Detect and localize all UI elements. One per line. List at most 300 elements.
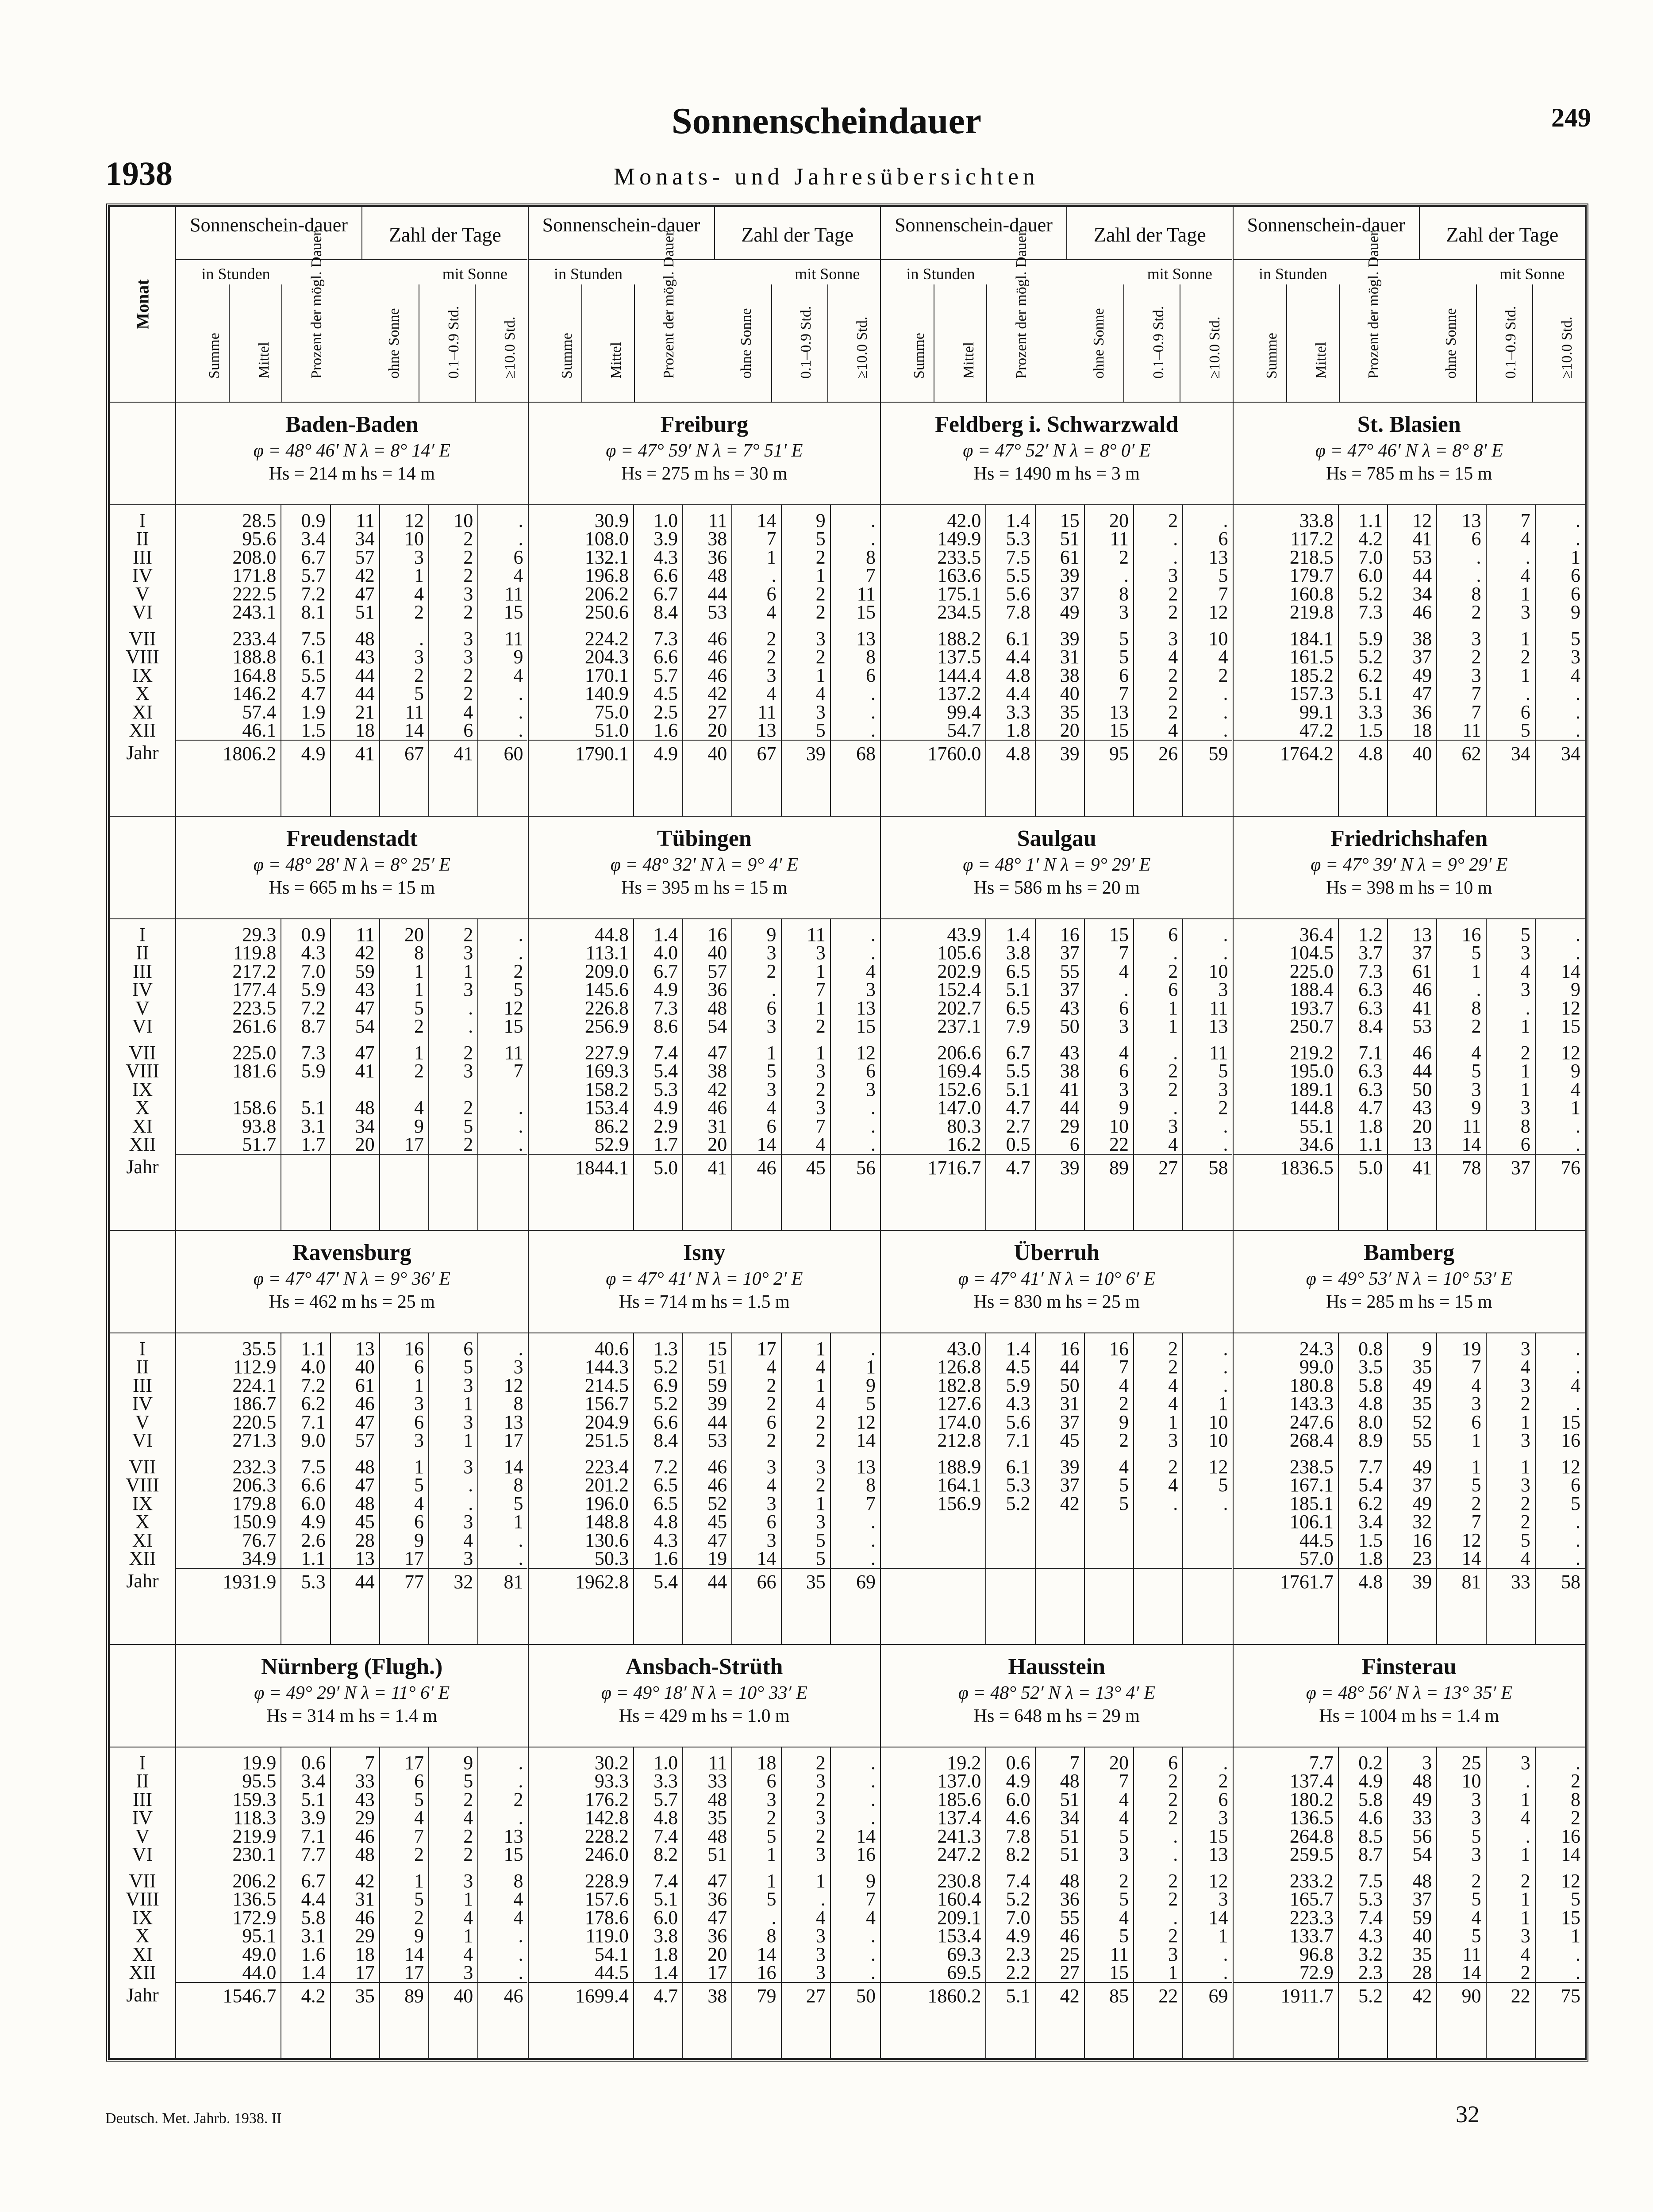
station-coordinates: φ = 49° 29′ N λ = 11° 6′ E <box>254 1682 450 1703</box>
value-cell: 4 <box>865 960 876 982</box>
value-cell: 4.9 <box>1358 1770 1383 1792</box>
value-cell: 2.2 <box>1006 1962 1030 1984</box>
value-cell: 1 <box>815 1870 826 1892</box>
value-cell: 15 <box>1561 1015 1580 1037</box>
value-cell: 3 <box>815 627 826 649</box>
value-cell: 6.3 <box>1358 1060 1383 1082</box>
value-cell: 57 <box>707 960 727 982</box>
value-cell: 4 <box>513 565 523 587</box>
value-cell: 11 <box>1110 1943 1129 1965</box>
value-cell: 5 <box>414 1474 424 1496</box>
value-cell: 3 <box>513 1356 523 1378</box>
value-cell: 10 <box>1461 1770 1481 1792</box>
jahr-cell: 26 <box>1134 740 1182 767</box>
jahr-cell: 45 <box>782 1154 830 1181</box>
value-cell: 12 <box>856 1411 876 1433</box>
value-cell: 1.6 <box>301 1943 326 1965</box>
month-label: VIII <box>126 1888 159 1910</box>
month-label: I <box>139 509 146 531</box>
month-spacer <box>109 816 176 919</box>
jahr-cell: 81 <box>478 1568 527 1595</box>
value-cell: 51 <box>1060 1788 1080 1810</box>
value-cell: 53 <box>1412 1015 1432 1037</box>
value-cell: 11 <box>504 1041 523 1064</box>
value-cell: 44.0 <box>242 1962 277 1984</box>
value-cell: 35 <box>707 1807 727 1829</box>
value-cell: 9 <box>414 1925 424 1947</box>
value-cell: 6.6 <box>654 1411 678 1433</box>
value-cell: 14 <box>1461 1962 1481 1984</box>
value-cell: 5 <box>815 1529 826 1551</box>
value-cell: 4.0 <box>654 942 678 964</box>
value-cell: 3 <box>414 546 424 568</box>
station-name: Nürnberg (Flugh.) <box>261 1654 443 1679</box>
station-height: Hs = 714 m hs = 1.5 m <box>619 1291 790 1312</box>
value-cell: 54.7 <box>947 719 981 741</box>
value-cell: . <box>1173 1906 1178 1928</box>
value-cell: 35 <box>1412 1393 1432 1415</box>
value-cell: 39 <box>707 1393 727 1415</box>
value-cell: 2 <box>463 1133 473 1156</box>
value-cell: . <box>518 1751 523 1774</box>
value-cell: 36 <box>707 1888 727 1910</box>
value-cell: 4 <box>1119 1807 1129 1829</box>
value-cell: 5 <box>1471 1825 1481 1847</box>
jahr-cell: 67 <box>732 740 780 767</box>
value-cell: 49 <box>1412 1455 1432 1478</box>
value-cell <box>1085 1549 1129 1568</box>
value-cell: 8 <box>865 1474 876 1496</box>
value-cell: 46 <box>707 1474 727 1496</box>
value-cell: 6.1 <box>1006 627 1030 649</box>
value-cell: 6 <box>1069 1133 1080 1156</box>
value-cell: 1 <box>1520 1888 1530 1910</box>
value-cell: 3 <box>463 979 473 1001</box>
value-cell: 14 <box>1208 1906 1228 1928</box>
value-cell: 119.8 <box>233 942 277 964</box>
value-cell: 2 <box>463 1097 473 1119</box>
value-cell: 20 <box>707 719 727 741</box>
station-coordinates: φ = 47° 47′ N λ = 9° 36′ E <box>253 1268 450 1289</box>
value-cell: . <box>1575 509 1580 531</box>
jahr-cell: 85 <box>1085 1982 1133 2009</box>
value-cell: 31 <box>707 1115 727 1137</box>
value-cell: 3 <box>1218 1078 1228 1100</box>
value-cell: 69.3 <box>947 1943 981 1965</box>
jahr-cell: 1911.7 <box>1234 1982 1338 2009</box>
value-cell: 9 <box>414 1115 424 1137</box>
value-cell: 13 <box>355 1548 375 1570</box>
value-cell: 7 <box>1069 1751 1080 1774</box>
value-cell: 27 <box>707 701 727 723</box>
value-cell: 46.1 <box>242 719 277 741</box>
value-cell: 46 <box>1060 1925 1080 1947</box>
value-cell: 4 <box>414 1807 424 1829</box>
value-cell <box>1085 1531 1129 1550</box>
value-cell: . <box>870 1097 876 1119</box>
value-cell: 3.3 <box>654 1770 678 1792</box>
value-cell: 5 <box>414 1888 424 1910</box>
value-cell: 5.1 <box>301 1788 326 1810</box>
jahr-cell: 1760.0 <box>881 740 985 767</box>
value-cell: 1 <box>1168 1015 1178 1037</box>
value-cell: . <box>1223 1751 1228 1774</box>
value-cell: 3 <box>815 1770 826 1792</box>
value-cell: 35.5 <box>242 1337 277 1359</box>
value-cell: 6 <box>1471 528 1481 550</box>
station-data <box>880 1747 1233 2058</box>
h-ohne: ohne Sonne <box>738 308 755 379</box>
month-label: X <box>135 1097 150 1119</box>
value-cell: 17 <box>355 1962 375 1984</box>
value-cell: 46 <box>707 646 727 668</box>
value-cell: 7 <box>1471 683 1481 705</box>
value-cell: 2 <box>1168 1888 1178 1910</box>
value-cell: 6.2 <box>301 1393 326 1415</box>
value-cell: 44.5 <box>1299 1529 1334 1551</box>
value-cell: . <box>1575 1511 1580 1533</box>
value-cell: 144.3 <box>584 1356 629 1378</box>
value-cell: . <box>870 1943 876 1965</box>
value-cell: 4.4 <box>1006 646 1030 668</box>
value-cell: 1 <box>1520 627 1530 649</box>
value-cell: 201.2 <box>584 1474 629 1496</box>
station-height: Hs = 314 m hs = 1.4 m <box>266 1705 438 1726</box>
value-cell: 7.1 <box>301 1411 326 1433</box>
mit-sonne-label: mit Sonne <box>442 265 507 283</box>
jahr-cell: 4.2 <box>281 1982 330 2009</box>
value-cell: 95.1 <box>242 1925 277 1947</box>
value-cell: 149.9 <box>937 528 981 550</box>
value-cell: 1 <box>1520 1060 1530 1082</box>
value-cell: 2 <box>463 1825 473 1847</box>
value-cell: 1 <box>1520 664 1530 686</box>
value-cell: 227.9 <box>584 1041 629 1064</box>
h-ohne: ohne Sonne <box>385 308 402 379</box>
value-cell <box>281 1080 325 1099</box>
value-cell: 223.5 <box>232 997 277 1019</box>
jahr-cell: 62 <box>1437 740 1485 767</box>
value-cell: 6 <box>1570 1474 1580 1496</box>
value-cell: 5.7 <box>654 1788 678 1810</box>
value-cell: 186.7 <box>232 1393 277 1415</box>
value-cell: 4.8 <box>1006 664 1030 686</box>
value-cell: 206.6 <box>937 1041 981 1064</box>
value-cell: 48 <box>355 1843 375 1866</box>
value-cell: 13 <box>504 1411 523 1433</box>
value-cell: 2.9 <box>654 1115 678 1137</box>
value-cell: 179.8 <box>232 1492 277 1514</box>
value-cell: 2.6 <box>301 1529 326 1551</box>
value-cell: 2 <box>815 1411 826 1433</box>
in-stunden-label: in Stunden <box>201 265 270 283</box>
value-cell: 54 <box>355 1015 375 1037</box>
value-cell: 6 <box>1570 565 1580 587</box>
value-cell: 9 <box>865 1870 876 1892</box>
station-name: Tübingen <box>657 826 752 851</box>
value-cell: 5 <box>815 719 826 741</box>
value-cell: 3.5 <box>1358 1356 1383 1378</box>
value-cell: 5 <box>1218 1474 1228 1496</box>
jahr-cell: 5.3 <box>281 1568 330 1595</box>
value-cell: 1.4 <box>654 1962 678 1984</box>
value-cell: 3 <box>1168 1943 1178 1965</box>
value-cell: 35 <box>1060 701 1080 723</box>
value-cell: 44 <box>355 664 375 686</box>
value-cell: 3 <box>766 1529 777 1551</box>
value-cell: 2 <box>1168 1078 1178 1100</box>
value-cell: . <box>870 528 876 550</box>
jahr-cell <box>986 1568 1034 1595</box>
jahr-cell: 58 <box>1536 1568 1585 1595</box>
station-header <box>880 1230 1233 1333</box>
value-cell: 4 <box>1520 1807 1530 1829</box>
value-cell: 11 <box>356 923 375 945</box>
value-cell: . <box>1575 1548 1580 1570</box>
value-cell: 6 <box>463 1337 473 1359</box>
value-cell: 202.9 <box>937 960 981 982</box>
station-header <box>176 402 528 505</box>
value-cell: 7.1 <box>1358 1041 1383 1064</box>
value-cell: 6 <box>1119 997 1129 1019</box>
value-cell: 188.8 <box>232 646 277 668</box>
value-cell: 5.2 <box>1006 1888 1030 1910</box>
value-cell: 9 <box>815 509 826 531</box>
station-data <box>1233 1333 1586 1644</box>
value-cell: 3 <box>1471 1393 1481 1415</box>
jahr-cell: 59 <box>1183 740 1232 767</box>
value-cell: 1.9 <box>301 701 326 723</box>
value-cell: 3 <box>1520 1751 1530 1774</box>
value-cell: 2 <box>1471 646 1481 668</box>
value-cell: 44 <box>1060 1356 1080 1378</box>
value-cell: 5 <box>513 1492 523 1514</box>
station-data <box>1233 1747 1586 2058</box>
month-column <box>109 919 176 1230</box>
value-cell: 3.4 <box>301 528 326 550</box>
jahr-cell: 95 <box>1085 740 1133 767</box>
value-cell: 47.2 <box>1299 719 1334 741</box>
value-cell: 7.5 <box>301 627 326 649</box>
jahr-cell: 46 <box>478 1982 527 2009</box>
value-cell: 19.9 <box>242 1751 277 1774</box>
value-cell: 1 <box>815 1492 826 1514</box>
month-spacer <box>109 402 176 505</box>
jahr-cell: 77 <box>380 1568 428 1595</box>
value-cell: 161.5 <box>1289 646 1334 668</box>
value-cell: 127.6 <box>937 1393 981 1415</box>
value-cell: 16.2 <box>947 1133 981 1156</box>
value-cell: 49 <box>1412 1492 1432 1514</box>
jahr-cell: 1860.2 <box>881 1982 985 2009</box>
value-cell: . <box>518 509 523 531</box>
h-mittel: Mittel <box>1313 342 1330 379</box>
value-cell: 7 <box>414 1825 424 1847</box>
value-cell: . <box>1223 1943 1228 1965</box>
jahr-cell: 1699.4 <box>529 1982 633 2009</box>
station-header <box>528 1644 881 1747</box>
station-data <box>176 919 528 1230</box>
value-cell: 180.2 <box>1289 1788 1334 1810</box>
h-ohne: ohne Sonne <box>1090 308 1107 379</box>
value-cell: 15 <box>1060 509 1080 531</box>
value-cell: 230.8 <box>937 1870 981 1892</box>
value-cell: 8.4 <box>654 601 678 623</box>
value-cell: 14 <box>404 1943 424 1965</box>
value-cell: 47 <box>355 583 375 605</box>
value-cell: . <box>1575 701 1580 723</box>
value-cell: 4 <box>1520 565 1530 587</box>
value-cell: 3.9 <box>654 528 678 550</box>
station-height: Hs = 275 m hs = 30 m <box>621 463 788 484</box>
jahr-cell <box>331 1154 379 1181</box>
sonnenschein-header: Sonnenschein-dauer <box>176 207 362 260</box>
value-cell: 7.0 <box>301 960 326 982</box>
value-cell <box>478 1080 523 1099</box>
value-cell: 7.4 <box>1358 1906 1383 1928</box>
jahr-cell: 38 <box>683 1982 731 2009</box>
value-cell: . <box>870 1807 876 1829</box>
value-cell: 25 <box>1461 1751 1481 1774</box>
value-cell: 2 <box>815 1751 826 1774</box>
value-cell: 5 <box>815 528 826 550</box>
jahr-cell <box>281 1154 330 1181</box>
jahr-cell: 50 <box>831 1982 880 2009</box>
value-cell: 48 <box>355 1097 375 1119</box>
value-cell: 6 <box>1218 1788 1228 1810</box>
value-cell: 4 <box>815 1133 826 1156</box>
value-cell: 143.3 <box>1289 1393 1334 1415</box>
value-cell: 4 <box>865 1906 876 1928</box>
value-cell: 157.3 <box>1289 683 1334 705</box>
value-cell: 4.9 <box>1006 1770 1030 1792</box>
value-cell: 4 <box>1520 1943 1530 1965</box>
value-cell: 6.2 <box>1358 1492 1383 1514</box>
sonnenschein-header: Sonnenschein-dauer <box>881 207 1067 260</box>
value-cell: 16 <box>1060 1337 1080 1359</box>
month-label: VII <box>129 1041 156 1064</box>
value-cell: 5 <box>1218 1060 1228 1082</box>
month-label: X <box>135 1511 150 1533</box>
value-cell: 37 <box>1412 1888 1432 1910</box>
value-cell: 36 <box>707 979 727 1001</box>
value-cell: 2 <box>1218 664 1228 686</box>
value-cell: 44.5 <box>594 1962 629 1984</box>
value-cell: 219.2 <box>1289 1041 1334 1064</box>
value-cell: 13 <box>355 1337 375 1359</box>
value-cell: . <box>771 979 777 1001</box>
value-cell: 8 <box>513 1474 523 1496</box>
value-cell: 48 <box>355 1492 375 1514</box>
value-cell: 130.6 <box>584 1529 629 1551</box>
value-cell: 4 <box>1570 1078 1580 1100</box>
month-label: IV <box>132 979 153 1001</box>
value-cell: . <box>518 942 523 964</box>
value-cell: 20 <box>355 1133 375 1156</box>
value-cell: . <box>1525 1770 1530 1792</box>
value-cell: 3 <box>1119 1015 1129 1037</box>
jahr-cell: 89 <box>1085 1154 1133 1181</box>
jahr-cell: 44 <box>683 1568 731 1595</box>
value-cell: 1 <box>815 565 826 587</box>
value-cell: 4.7 <box>1006 1097 1030 1119</box>
value-cell: 5.3 <box>654 1078 678 1100</box>
value-cell: 150.9 <box>232 1511 277 1533</box>
value-cell: 34 <box>355 1115 375 1137</box>
value-cell: 196.8 <box>584 565 629 587</box>
value-cell: 3 <box>1471 1807 1481 1829</box>
value-cell: 1 <box>463 960 473 982</box>
value-cell: 7.3 <box>301 1041 326 1064</box>
value-cell: 2 <box>414 1843 424 1866</box>
jahr-cell: 5.2 <box>1339 1982 1387 2009</box>
value-cell: 4 <box>766 601 777 623</box>
station-header <box>528 1230 881 1333</box>
value-cell: 6 <box>1168 923 1178 945</box>
value-cell: 214.5 <box>584 1374 629 1396</box>
month-label: I <box>139 923 146 945</box>
value-cell: 5.3 <box>1006 1474 1030 1496</box>
value-cell: . <box>1173 528 1178 550</box>
value-cell: 4 <box>1168 646 1178 668</box>
value-cell: 4 <box>815 1906 826 1928</box>
value-cell: 44 <box>1412 565 1432 587</box>
value-cell: 3.4 <box>1358 1511 1383 1533</box>
value-cell: 3 <box>815 1925 826 1947</box>
mit-sonne-label: mit Sonne <box>1147 265 1212 283</box>
value-cell: 2 <box>1168 1337 1178 1359</box>
jahr-cell: 89 <box>380 1982 428 2009</box>
value-cell: 4.4 <box>301 1888 326 1910</box>
value-cell: 16 <box>1060 923 1080 945</box>
jahr-cell: 1844.1 <box>529 1154 633 1181</box>
value-cell: 54.1 <box>594 1943 629 1965</box>
station-name: St. Blasien <box>1357 411 1461 437</box>
value-cell: 5 <box>766 1060 777 1082</box>
value-cell: 46 <box>707 627 727 649</box>
value-cell: 2 <box>414 664 424 686</box>
value-cell: 2 <box>1218 1097 1228 1119</box>
station-height: Hs = 586 m hs = 20 m <box>973 877 1140 898</box>
value-cell: 37 <box>1412 942 1432 964</box>
value-cell: 7.4 <box>654 1870 678 1892</box>
value-cell: 2 <box>766 1807 777 1829</box>
value-cell: . <box>870 1788 876 1810</box>
jahr-cell: 75 <box>1536 1982 1585 2009</box>
value-cell: 1 <box>414 1374 424 1396</box>
value-cell: 113.1 <box>585 942 629 964</box>
value-cell: 8.7 <box>301 1015 326 1037</box>
value-cell: . <box>870 1511 876 1533</box>
station-coordinates: φ = 47° 41′ N λ = 10° 6′ E <box>958 1268 1155 1289</box>
value-cell: . <box>1223 719 1228 741</box>
value-cell: 234.5 <box>937 601 981 623</box>
value-cell: 23 <box>1412 1548 1432 1570</box>
value-cell: 106.1 <box>1289 1511 1334 1533</box>
value-cell: . <box>518 683 523 705</box>
station-data <box>528 505 881 816</box>
value-cell: 6.3 <box>1358 997 1383 1019</box>
value-cell: 3 <box>815 1060 826 1082</box>
value-cell: 7.4 <box>654 1825 678 1847</box>
value-cell: 10 <box>1208 1429 1228 1452</box>
value-cell: 16 <box>707 923 727 945</box>
value-cell: 3.7 <box>1358 942 1383 964</box>
value-cell: 3 <box>463 583 473 605</box>
value-cell: 2 <box>1168 1807 1178 1829</box>
value-cell: 39 <box>1060 565 1080 587</box>
value-cell: 6.7 <box>654 960 678 982</box>
